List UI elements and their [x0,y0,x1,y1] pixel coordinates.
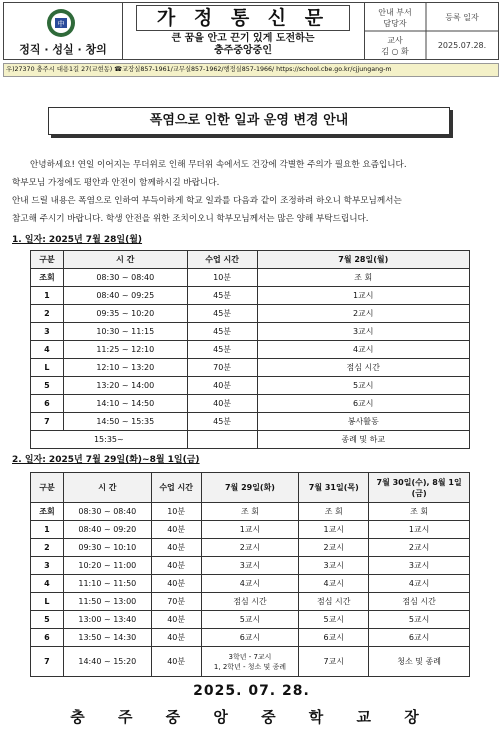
header-cell: 7월 31일(목) [299,473,369,503]
activity-cell: 점심 시간 [257,359,470,377]
activity-cell: 조 회 [201,503,299,521]
time-cell: 08:40 ~ 09:20 [63,521,151,539]
duration-cell: 45분 [187,413,257,431]
table-row [31,575,470,593]
reg-date-value: 2025.07.28. [437,41,487,50]
header-cell: 구분 [31,251,64,269]
owner-value: 김 ○ 화 [381,47,409,56]
table-row [31,323,470,341]
activity-cell: 2교시 [201,539,299,557]
activity-cell: 7교시 [299,647,369,677]
duration-cell: 40분 [151,647,201,677]
header [3,2,499,60]
period-cell: 7 [31,413,64,431]
activity-cell: 점심 시간 [201,593,299,611]
time-cell: 14:40 ~ 15:20 [63,647,151,677]
header-cell: 수업 시간 [151,473,201,503]
activity-cell: 봉사활동 [257,413,470,431]
activity-cell: 1교시 [201,521,299,539]
duration-cell: 40분 [151,575,201,593]
duration-cell: 40분 [187,377,257,395]
duration-cell: 40분 [151,611,201,629]
duration-cell: 45분 [187,323,257,341]
time-cell: 11:50 ~ 13:00 [63,593,151,611]
time-cell: 12:10 ~ 13:20 [63,359,187,377]
school-slogan [122,33,364,57]
table-row [31,611,470,629]
activity-cell: 조 회 [369,503,470,521]
activity-cell: 점심 시간 [369,593,470,611]
time-cell: 09:35 ~ 10:20 [63,305,187,323]
section1-heading: 1. 일자: 2025년 7월 28일(월) [12,235,143,245]
activity-cell: 6교시 [299,629,369,647]
header-cell: 7월 28일(월) [257,251,470,269]
activity-cell: 4교시 [369,575,470,593]
logo-cell [4,3,123,59]
activity-cell: 2교시 [369,539,470,557]
activity-cell: 조 회 [299,503,369,521]
period-cell: 조회 [31,269,64,287]
time-cell: 13:50 ~ 14:30 [63,629,151,647]
activity-cell: 2교시 [257,305,470,323]
activity-cell: 5교시 [201,611,299,629]
table-row [31,647,470,677]
activity-cell: 4교시 [201,575,299,593]
table-row [31,503,470,521]
table-row [31,521,470,539]
table-row [31,593,470,611]
duration-cell: 10분 [187,269,257,287]
period-cell: 3 [31,557,64,575]
header-cell: 7월 29일(화) [201,473,299,503]
school-motto: 정직 · 성실 · 창의 [19,43,107,56]
school-emblem-icon [46,8,76,38]
header-cell: 7월 30일(수), 8월 1일(금) [369,473,470,503]
table-header-row [31,473,470,503]
duration-cell: 10분 [151,503,201,521]
footer-date: 2025. 07. 28. [193,683,310,699]
notice-title: 폭염으로 인한 일과 운영 변경 안내 [48,107,450,135]
activity-cell: 5교시 [299,611,369,629]
activity-cell: 3교시 [257,323,470,341]
table-row [31,341,470,359]
period-cell: 5 [31,611,64,629]
period-cell: 조회 [31,503,64,521]
period-cell: 2 [31,539,64,557]
reg-date-label: 등록 일자 [445,13,479,22]
table-row [31,539,470,557]
title-cell [122,3,365,59]
table-row [31,431,470,449]
activity-cell: 3교시 [201,557,299,575]
meta-table [364,3,498,59]
duration-cell: 70분 [187,359,257,377]
period-cell: 6 [31,629,64,647]
period-cell: 4 [31,575,64,593]
duration-cell: 40분 [151,521,201,539]
table-row [31,557,470,575]
table-row [31,413,470,431]
duration-cell: 45분 [187,341,257,359]
time-cell: 11:10 ~ 11:50 [63,575,151,593]
table-row [31,629,470,647]
activity-cell: 4교시 [257,341,470,359]
activity-cell: 1교시 [299,521,369,539]
svg-text:中: 中 [57,20,65,28]
newsletter-title: 가 정 통 신 문 [136,5,350,31]
period-cell: 2 [31,305,64,323]
dept-label: 안내 부서 [378,8,412,17]
period-cell: 3 [31,323,64,341]
activity-cell: 6교시 [201,629,299,647]
duration-cell: 40분 [151,629,201,647]
table-row [31,359,470,377]
activity-cell: 6교시 [369,629,470,647]
time-cell: 09:30 ~ 10:10 [63,539,151,557]
activity-cell: 1교시 [257,287,470,305]
period-cell: 4 [31,341,64,359]
activity-cell: 5교시 [369,611,470,629]
activity-cell: 4교시 [299,575,369,593]
duration-cell [187,431,257,449]
principal-signature: 충 주 중 앙 중 학 교 장 [70,708,433,726]
dept-value: 교사 [387,36,403,45]
activity-cell [201,647,299,677]
activity-cell: 종례 및 하교 [257,431,470,449]
activity-line: 1, 2학년 - 청소 및 종례 [213,662,287,671]
time-cell: 11:25 ~ 12:10 [63,341,187,359]
activity-cell: 점심 시간 [299,593,369,611]
period-cell: 1 [31,287,64,305]
duration-cell: 40분 [151,557,201,575]
table-row [31,377,470,395]
table-header-row [31,251,470,269]
duration-cell: 40분 [151,539,201,557]
activity-cell: 5교시 [257,377,470,395]
duration-cell: 70분 [151,593,201,611]
schedule-table-1 [30,250,470,449]
activity-cell: 2교시 [299,539,369,557]
period-cell: L [31,359,64,377]
header-cell: 시 간 [63,251,187,269]
schedule-table-2 [30,472,470,677]
duration-cell: 45분 [187,287,257,305]
activity-line: 3학년 - 7교시 [228,652,272,661]
owner-label: 담당자 [383,19,407,28]
time-cell: 08:30 ~ 08:40 [63,269,187,287]
activity-cell: 조 회 [257,269,470,287]
duration-cell: 40분 [187,395,257,413]
time-cell: 15:35~ [31,431,188,449]
intro-text [12,156,492,228]
period-cell: 5 [31,377,64,395]
activity-cell: 청소 및 종례 [369,647,470,677]
intro-line-4: 참고해 주시기 바랍니다. 학생 안전을 위한 조치이오니 학부모님께서는 많은 양해 부탁드립니다. [12,214,369,224]
address-bar: 우)27370 충주시 대용1길 27(교현동) ☎교장실857-1961/교무실857-1962/행정실857-1966/ https://school.cbe.go.kr/cjjungang-m [3,63,499,77]
header-cell: 구분 [31,473,64,503]
time-cell: 14:10 ~ 14:50 [63,395,187,413]
period-cell: 6 [31,395,64,413]
time-cell: 08:40 ~ 09:25 [63,287,187,305]
time-cell: 10:20 ~ 11:00 [63,557,151,575]
period-cell: 1 [31,521,64,539]
time-cell: 13:20 ~ 14:00 [63,377,187,395]
time-cell: 10:30 ~ 11:15 [63,323,187,341]
period-cell: L [31,593,64,611]
time-cell: 08:30 ~ 08:40 [63,503,151,521]
activity-cell: 3교시 [369,557,470,575]
intro-line-1: 안녕하세요! 연일 이어지는 무더위로 인해 무더위 속에서도 건강에 각별한 주의가 필요한 요즘입니다. [30,160,407,170]
slogan-line-2: 충주중앙중인 [214,45,272,56]
activity-cell: 3교시 [299,557,369,575]
activity-cell: 6교시 [257,395,470,413]
intro-line-2: 학부모님 가정에도 평안과 안전이 함께하시길 바랍니다. [12,178,220,188]
table-row [31,305,470,323]
table-row [31,395,470,413]
period-cell: 7 [31,647,64,677]
activity-cell: 1교시 [369,521,470,539]
slogan-line-1: 큰 꿈을 안고 끈기 있게 도전하는 [171,33,315,44]
time-cell: 13:00 ~ 13:40 [63,611,151,629]
header-cell: 시 간 [63,473,151,503]
table-row [31,269,470,287]
header-cell: 수업 시간 [187,251,257,269]
time-cell: 14:50 ~ 15:35 [63,413,187,431]
section2-heading: 2. 일자: 2025년 7월 29일(화)~8월 1일(금) [12,455,200,465]
table-row [31,287,470,305]
duration-cell: 45분 [187,305,257,323]
intro-line-3: 안내 드릴 내용은 폭염으로 인하여 부득이하게 학교 일과를 다음과 같이 조정하려 하오니 학부모님께서는 [12,196,402,206]
